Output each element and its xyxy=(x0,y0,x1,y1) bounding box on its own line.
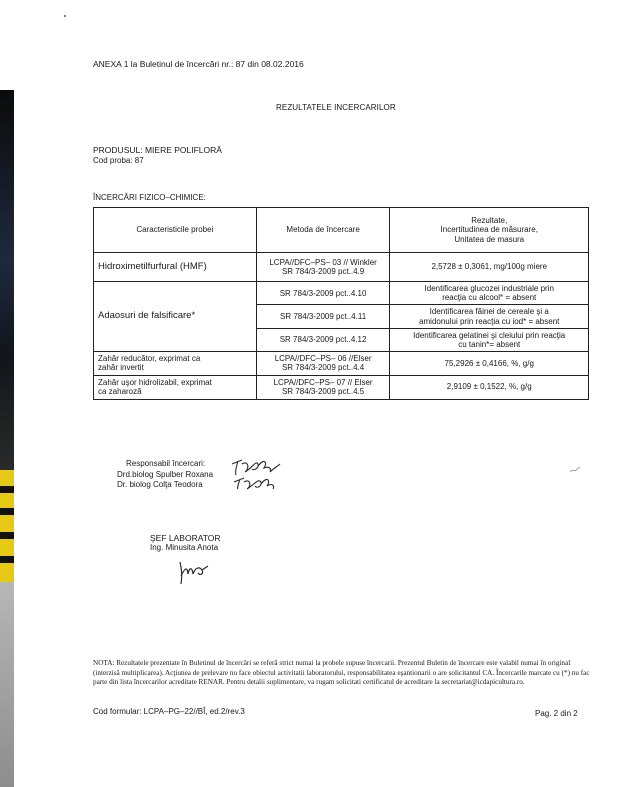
product-name: PRODUSUL: MIERE POLIFLORĂ xyxy=(93,145,222,155)
scan-edge-dark xyxy=(0,90,14,470)
note-text: Rezultatele prezentate în Buletinul de încercări se referă strict numai la probele supuse încercarii. Prezentul Buletin de încercare este valabil numai în original (interzisă multiplicarea). Acţiunea de prelevare nu face obiectul activitatii laboratorului, responsabilitatea eşantionarii o are solicitantul CA. Încercarile marcate cu (*) nu fac parte din lista încercarilor acreditate RENAR. Pentru detalii suplimentare, va rugam solicitati certificatul de acreditare la secretariat@icdapicultura.ro. xyxy=(93,659,590,687)
responsible-name-2: Dr. biolog Colţa Teodora xyxy=(117,480,203,489)
col-header-method: Metoda de încercare xyxy=(256,208,390,253)
table-header-row xyxy=(94,208,589,253)
table-row xyxy=(94,253,589,282)
scan-edge-yellow xyxy=(0,470,14,582)
cell-result: 2,5728 ± 0,3061, mg/100g miere xyxy=(390,253,589,282)
form-code: Cod formular: LCPA–PG–22//BÎ, ed.2/rev.3 xyxy=(93,707,245,716)
responsible-signature xyxy=(228,448,292,490)
cell-result: 75,2926 ± 0,4166, %, g/g xyxy=(390,352,589,375)
annex-line: ANEXA 1 la Buletinul de încercări nr.: 87 din 08.02.2016 xyxy=(93,59,304,69)
cell-method: LCPA//DFC–PS– 03 // Winkler SR 784/3-2009 pct..4.9 xyxy=(256,253,390,282)
cell-characteristic: Zahăr uşor hidrolizabil, exprimat ca zaharoză xyxy=(94,375,257,399)
cell-result: Identificarea glucozei industriale prin reacţia cu alcool* = absent xyxy=(390,282,589,305)
results-title: REZULTATELE INCERCARILOR xyxy=(276,103,396,112)
cell-result: Identificarea gelatinei şi cleiului prin reacţia cu tanin*= absent xyxy=(390,328,589,351)
sample-code: Cod proba: 87 xyxy=(93,156,144,165)
scan-edge-grey xyxy=(0,582,14,787)
lab-head-name: Ing. Minusita Anota xyxy=(150,543,219,552)
section-title: ÎNCERCĂRI FIZICO–CHIMICE: xyxy=(93,193,206,202)
col-header-characteristic: Caracteristicile probei xyxy=(94,208,257,253)
cell-result: Identificarea făinei de cereale şi a amidonului prin reacţia cu iod* = absent xyxy=(390,305,589,328)
note-paragraph xyxy=(93,659,598,688)
dust-speck xyxy=(64,15,66,17)
note-label: NOTA: xyxy=(93,659,115,667)
results-table xyxy=(93,207,589,400)
cell-method: SR 784/3-2009 pct..4.10 xyxy=(256,282,390,305)
responsible-name-1: Drd.biolog Spulber Roxana xyxy=(117,470,214,479)
table-row xyxy=(94,352,589,375)
cell-method: SR 784/3-2009 pct..4.12 xyxy=(256,328,390,351)
cell-characteristic: Hidroximetilfurfural (HMF) xyxy=(94,253,257,282)
pencil-mark xyxy=(568,464,582,476)
lab-head-signature xyxy=(176,556,210,586)
cell-method: LCPA//DFC–PS– 07 // Elser SR 784/3-2009 pct..4.5 xyxy=(256,375,390,399)
col-header-result: Rezultate, Incertitudinea de măsurare, Unitatea de masura xyxy=(390,208,589,253)
page-number: Pag. 2 din 2 xyxy=(535,709,578,718)
table-row xyxy=(94,375,589,399)
cell-result: 2,9109 ± 0,1522, %, g/g xyxy=(390,375,589,399)
responsible-label: Responsabil încercari: xyxy=(126,459,206,468)
cell-method: SR 784/3-2009 pct..4.11 xyxy=(256,305,390,328)
table-row xyxy=(94,282,589,305)
lab-head-label: ŞEF LABORATOR xyxy=(150,533,221,543)
cell-characteristic: Zahăr reducător, exprimat ca zahăr invertit xyxy=(94,352,257,375)
cell-method: LCPA//DFC–PS– 06 //Elser SR 784/3-2009 pct..4.4 xyxy=(256,352,390,375)
cell-characteristic: Adaosuri de falsificare* xyxy=(94,282,257,352)
